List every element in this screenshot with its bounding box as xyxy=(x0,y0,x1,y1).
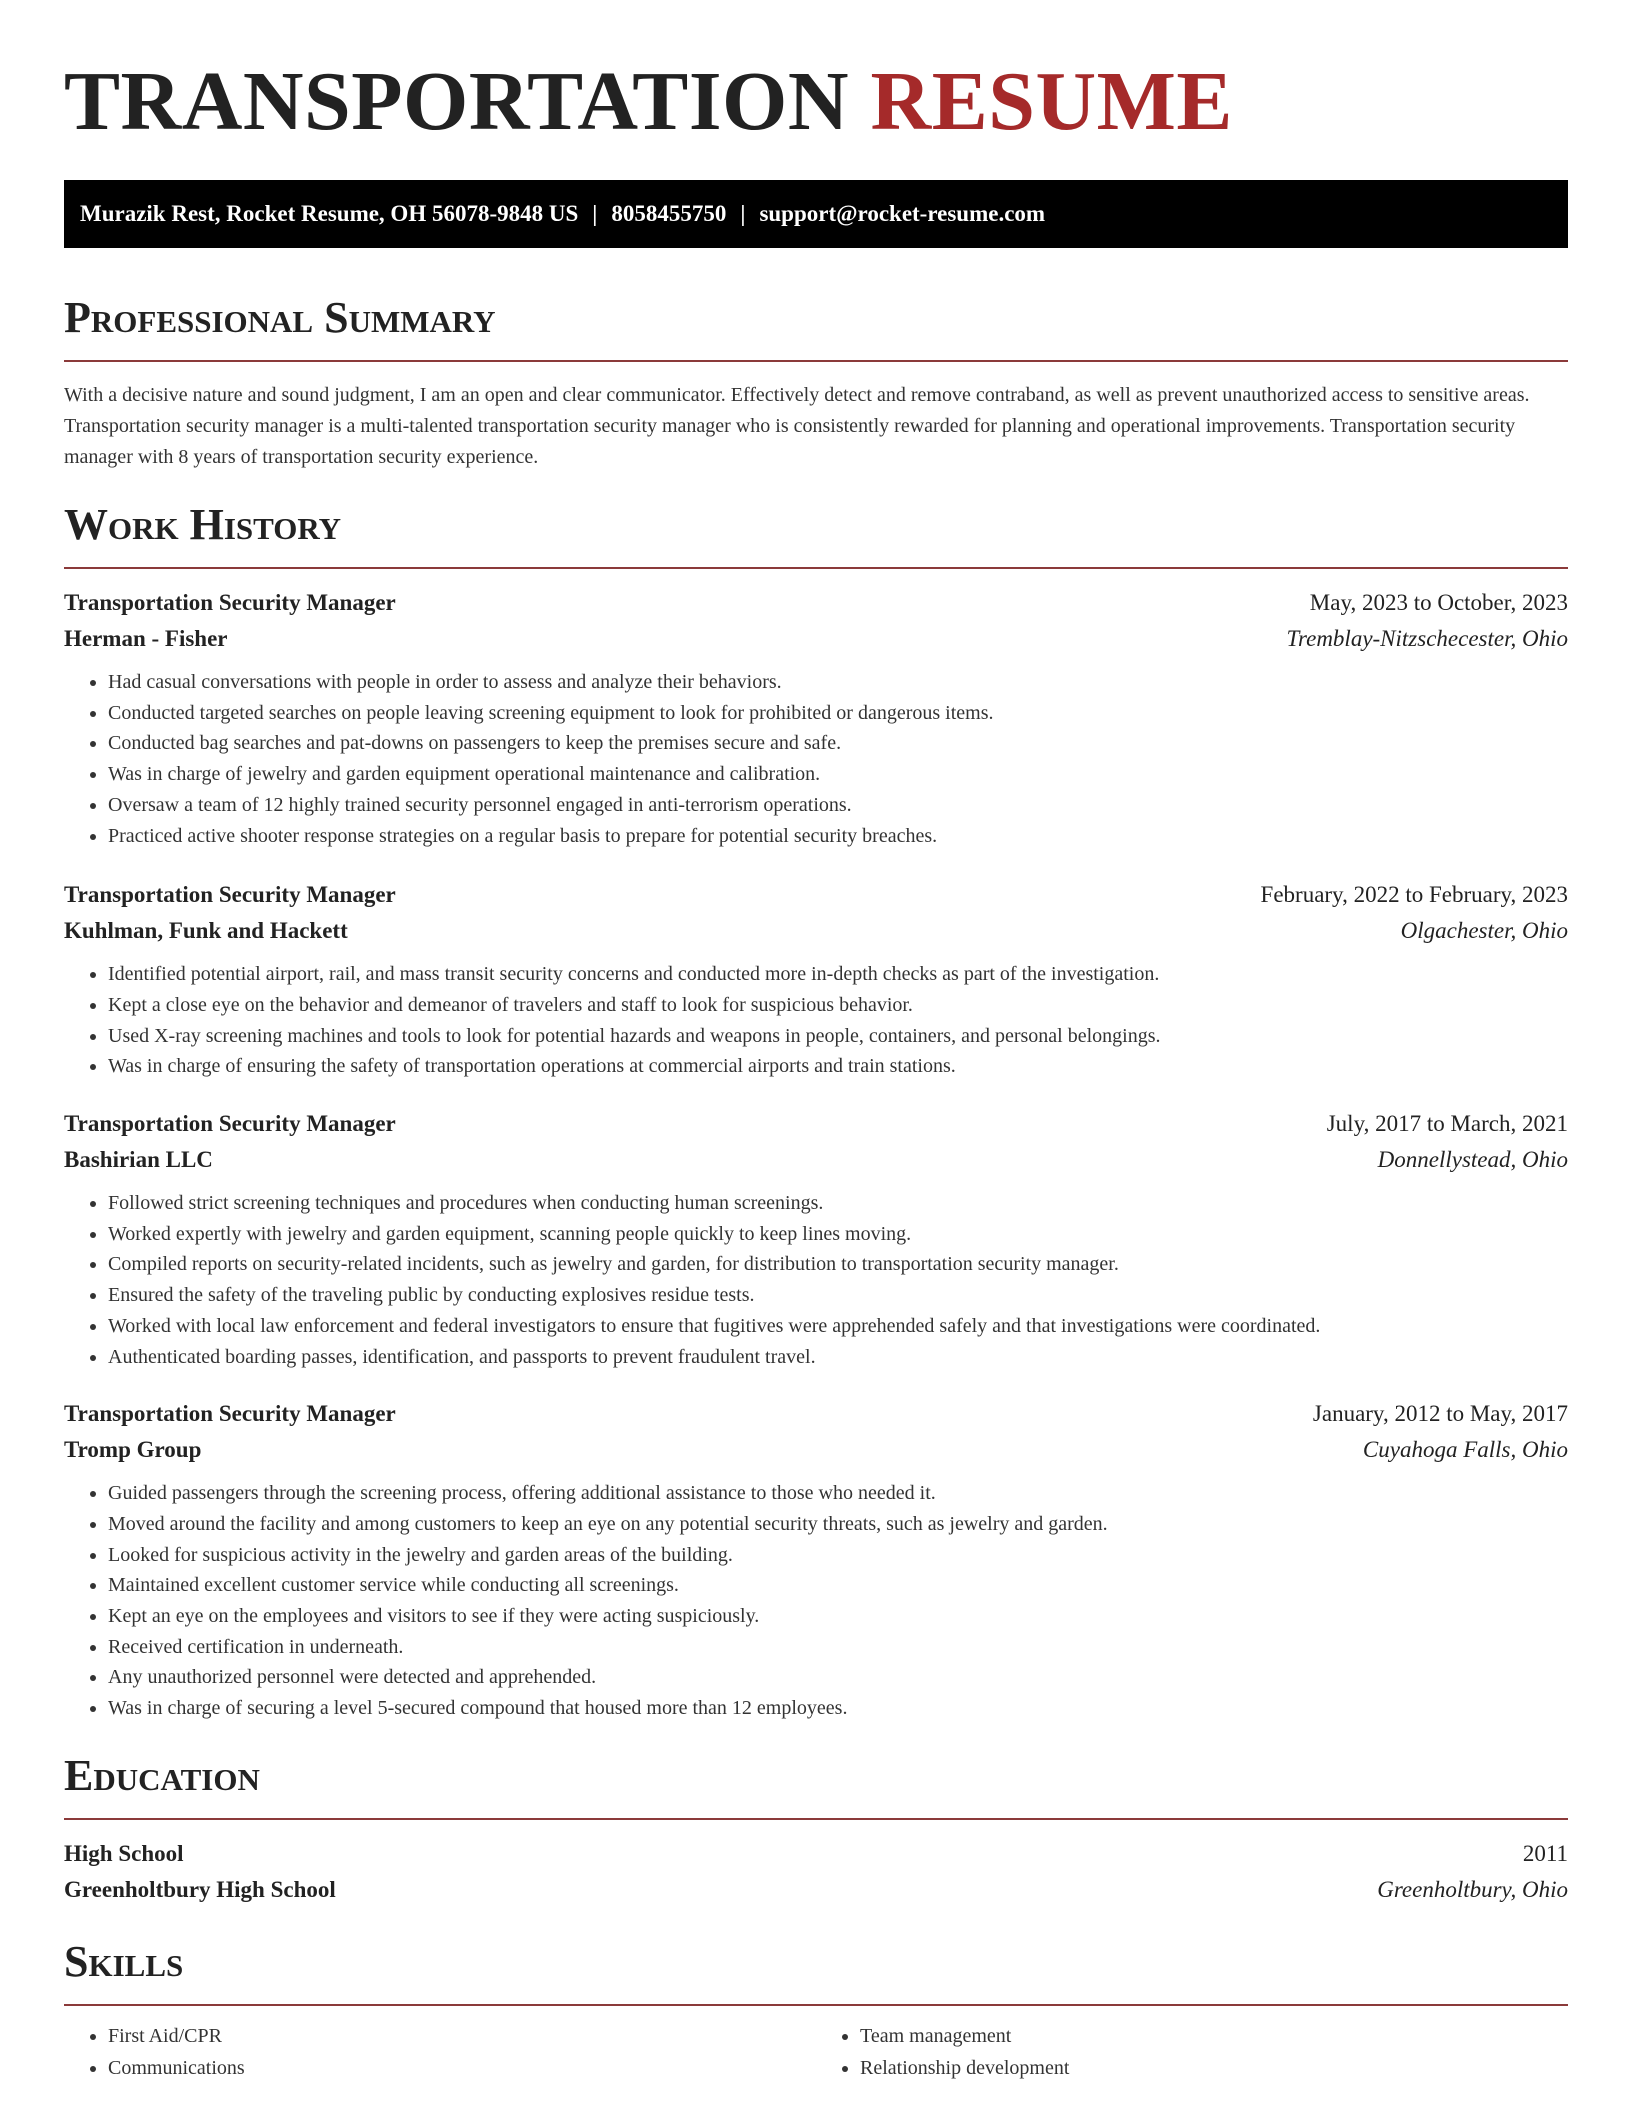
job-bullets xyxy=(64,667,1568,851)
list-item: • Identified potential airport, rail, and mass transit security concerns and conducted more in-depth checks as part of the investigation. xyxy=(108,959,1568,990)
list-item: • Was in charge of jewelry and garden equipment operational maintenance and calibration. xyxy=(108,759,1568,790)
list-item: • Worked with local law enforcement and federal investigators to ensure that fugitives were apprehended safely and that investigations were coordinated. xyxy=(108,1311,1568,1342)
job-subheader xyxy=(64,621,1568,657)
section-heading-skills: Skills xyxy=(64,1936,184,1986)
job-company: Tromp Group xyxy=(64,1437,202,1463)
list-item: • First Aid/CPR xyxy=(108,2020,816,2052)
contact-address: Murazik Rest, Rocket Resume, OH 56078-9848 US xyxy=(80,201,579,226)
list-item: • Followed strict screening techniques and procedures when conducting human screenings. xyxy=(108,1188,1568,1219)
section-heading-summary: Professional Summary xyxy=(64,293,496,342)
list-item: • Practiced active shooter response strategies on a regular basis to prepare for potential security breaches. xyxy=(108,821,1568,852)
list-item: • Relationship development xyxy=(860,2052,1568,2084)
job-subheader xyxy=(64,1432,1568,1468)
contact-email: support@rocket-resume.com xyxy=(759,201,1046,226)
list-item: • Any unauthorized personnel were detected and apprehended. xyxy=(108,1662,1568,1693)
job-bullets xyxy=(64,959,1568,1082)
job-dates: May, 2023 to October, 2023 xyxy=(1309,590,1568,615)
job-title: Transportation Security Manager xyxy=(64,882,396,908)
title-main: TRANSPORTATION xyxy=(64,55,850,148)
job-title: Transportation Security Manager xyxy=(64,1401,396,1427)
list-item: • Kept an eye on the employees and visitors to see if they were acting suspiciously. xyxy=(108,1601,1568,1632)
list-item: • Worked expertly with jewelry and garden equipment, scanning people quickly to keep lines moving. xyxy=(108,1219,1568,1250)
list-item: • Team management xyxy=(860,2020,1568,2052)
list-item: • Compiled reports on security-related incidents, such as jewelry and garden, for distribution to transportation security manager. xyxy=(108,1249,1568,1280)
job-bullets xyxy=(64,1188,1568,1372)
skills-section xyxy=(64,1936,1568,2084)
job-company: Bashirian LLC xyxy=(64,1147,213,1173)
job-dates: January, 2012 to May, 2017 xyxy=(1312,1401,1568,1427)
list-item: • Looked for suspicious activity in the jewelry and garden areas of the building. xyxy=(108,1540,1568,1571)
job-header xyxy=(64,877,1568,913)
list-item: • Was in charge of securing a level 5-secured compound that housed more than 12 employees. xyxy=(108,1693,1568,1724)
skills-right-column xyxy=(816,2020,1568,2084)
summary-section xyxy=(64,292,1568,473)
education-section xyxy=(64,1750,1568,1908)
job-header xyxy=(64,1106,1568,1142)
list-item: • Conducted bag searches and pat-downs on passengers to keep the premises secure and safe. xyxy=(108,728,1568,759)
list-item: • Had casual conversations with people in order to assess and analyze their behaviors. xyxy=(108,667,1568,698)
title-accent: RESUME xyxy=(870,55,1233,148)
job-entry xyxy=(64,877,1568,1082)
job-entry xyxy=(64,1396,1568,1724)
education-entry xyxy=(64,1836,1568,1908)
skills-left-column xyxy=(64,2020,816,2084)
education-degree: High School xyxy=(64,1840,184,1866)
contact-bar xyxy=(64,180,1568,248)
job-company: Herman - Fisher xyxy=(64,626,228,651)
job-title: Transportation Security Manager xyxy=(64,590,396,615)
job-subheader xyxy=(64,913,1568,949)
contact-separator: | xyxy=(740,201,746,226)
work-history-section xyxy=(64,499,1568,1724)
section-heading-work-history: Work History xyxy=(64,500,342,549)
section-heading-education: Education xyxy=(64,1750,260,1800)
list-item: • Used X-ray screening machines and tools to look for potential hazards and weapons in people, containers, and personal belongings. xyxy=(108,1021,1568,1052)
job-entry xyxy=(64,1106,1568,1372)
list-item: • Authenticated boarding passes, identification, and passports to prevent fraudulent travel. xyxy=(108,1342,1568,1373)
education-location: Greenholtbury, Ohio xyxy=(1377,1876,1568,1902)
list-item: • Communications xyxy=(108,2052,816,2084)
job-entry xyxy=(64,585,1568,851)
education-header xyxy=(64,1836,1568,1872)
job-dates: February, 2022 to February, 2023 xyxy=(1260,882,1568,908)
job-company: Kuhlman, Funk and Hackett xyxy=(64,918,348,944)
job-location: Donnellystead, Ohio xyxy=(1377,1147,1568,1173)
education-year: 2011 xyxy=(1522,1840,1568,1866)
list-item: • Received certification in underneath. xyxy=(108,1632,1568,1663)
job-location: Olgachester, Ohio xyxy=(1400,918,1568,944)
list-item: • Ensured the safety of the traveling public by conducting explosives residue tests. xyxy=(108,1280,1568,1311)
job-bullets xyxy=(64,1478,1568,1724)
list-item: • Guided passengers through the screening process, offering additional assistance to those who needed it. xyxy=(108,1478,1568,1509)
resume-title xyxy=(64,56,1568,148)
job-location: Cuyahoga Falls, Ohio xyxy=(1362,1437,1568,1463)
contact-phone: 8058455750 xyxy=(611,201,727,226)
section-divider xyxy=(64,360,1568,362)
summary-text: With a decisive nature and sound judgment, I am an open and clear communicator. Effectively detect and remove contraband, as well as prevent unauthorized access to sensitive areas. Transportation security manager is a multi-talented transportation security manager who is consistently rewarded for planning and operational improvements. Transportation security manager with 8 years of transportation security experience. xyxy=(64,384,1530,468)
section-divider xyxy=(64,2004,1568,2006)
education-subheader xyxy=(64,1872,1568,1908)
list-item: • Was in charge of ensuring the safety of transportation operations at commercial airports and train stations. xyxy=(108,1051,1568,1082)
list-item: • Conducted targeted searches on people leaving screening equipment to look for prohibited or dangerous items. xyxy=(108,698,1568,729)
education-school: Greenholtbury High School xyxy=(64,1876,336,1902)
section-divider xyxy=(64,567,1568,569)
section-divider xyxy=(64,1818,1568,1820)
job-title: Transportation Security Manager xyxy=(64,1111,396,1137)
list-item: • Maintained excellent customer service while conducting all screenings. xyxy=(108,1570,1568,1601)
job-header xyxy=(64,585,1568,621)
list-item: • Moved around the facility and among customers to keep an eye on any potential security threats, such as jewelry and garden. xyxy=(108,1509,1568,1540)
contact-separator: | xyxy=(592,201,598,226)
job-dates: July, 2017 to March, 2021 xyxy=(1326,1111,1568,1137)
list-item: • Kept a close eye on the behavior and demeanor of travelers and staff to look for suspicious behavior. xyxy=(108,990,1568,1021)
job-location: Tremblay-Nitzschecester, Ohio xyxy=(1286,626,1568,651)
list-item: • Oversaw a team of 12 highly trained security personnel engaged in anti-terrorism operations. xyxy=(108,790,1568,821)
job-subheader xyxy=(64,1142,1568,1178)
job-header xyxy=(64,1396,1568,1432)
skills-columns xyxy=(64,2020,1568,2084)
